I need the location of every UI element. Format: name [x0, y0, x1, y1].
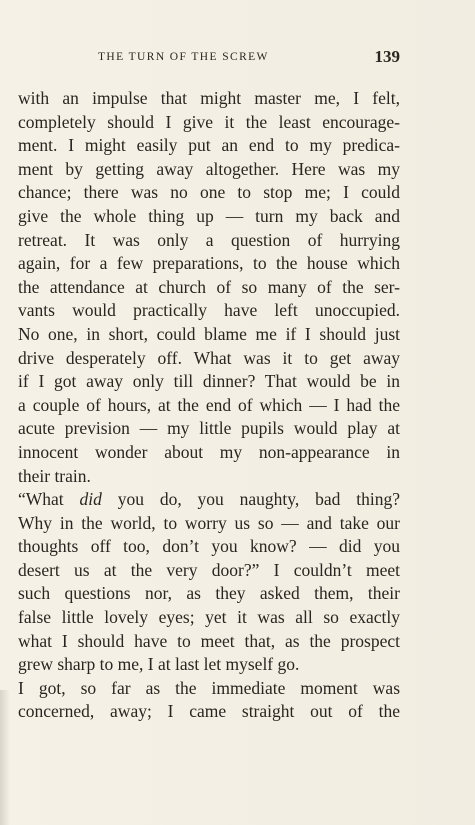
- text-line: false little lovely eyes; yet it was all so exactly: [18, 607, 400, 628]
- text-line: thoughts off too, don’t you know? — did you: [18, 536, 400, 557]
- italic-emphasis: did: [79, 489, 102, 510]
- text-line: desert us at the very door?” I couldn’t meet: [18, 559, 400, 580]
- text-line: drive desperately off. What was it to get away: [18, 347, 400, 368]
- text-line: a couple of hours, at the end of which — I had the: [18, 394, 400, 415]
- body-text: [18, 87, 400, 724]
- text-line: ment by getting away altogether. Here was my: [18, 158, 400, 179]
- text-line: give the whole thing up — turn my back and: [18, 205, 400, 226]
- text-line: Why in the world, to worry us so — and take our: [18, 512, 400, 533]
- page-shadow: [0, 690, 10, 825]
- text-line: the attendance at church of so many of the ser-: [18, 276, 400, 297]
- text-line: grew sharp to me, I at last let myself go.: [18, 654, 300, 675]
- text-line: acute prevision — my little pupils would play at: [18, 418, 400, 439]
- text-line: chance; there was no one to stop me; I could: [18, 182, 400, 203]
- text-line: retreat. It was only a question of hurrying: [18, 229, 400, 250]
- text-line: concerned, away; I came straight out of the: [18, 701, 400, 722]
- running-title: THE TURN OF THE SCREW: [98, 51, 269, 63]
- text-line: if I got away only till dinner? That would be in: [18, 371, 400, 392]
- text-line: vants would practically have left unoccupied.: [18, 300, 400, 321]
- text-line: innocent wonder about my non-appearance in: [18, 441, 400, 462]
- text-line: “What did you do, you naughty, bad thing?: [18, 489, 400, 510]
- text-line: I got, so far as the immediate moment was: [18, 677, 400, 698]
- text-line: what I should have to meet that, as the prospect: [18, 630, 400, 651]
- text-line: completely should I give it the least encourage-: [18, 111, 400, 132]
- text-line: again, for a few preparations, to the house which: [18, 253, 400, 274]
- text-line: their train.: [18, 465, 91, 486]
- page-header: [18, 48, 400, 72]
- text-line: ment. I might easily put an end to my predica-: [18, 135, 400, 156]
- text-line: such questions nor, as they asked them, their: [18, 583, 400, 604]
- text-line: No one, in short, could blame me if I should just: [18, 323, 400, 344]
- page-number: 139: [374, 47, 400, 66]
- text-line: with an impulse that might master me, I felt,: [18, 88, 400, 108]
